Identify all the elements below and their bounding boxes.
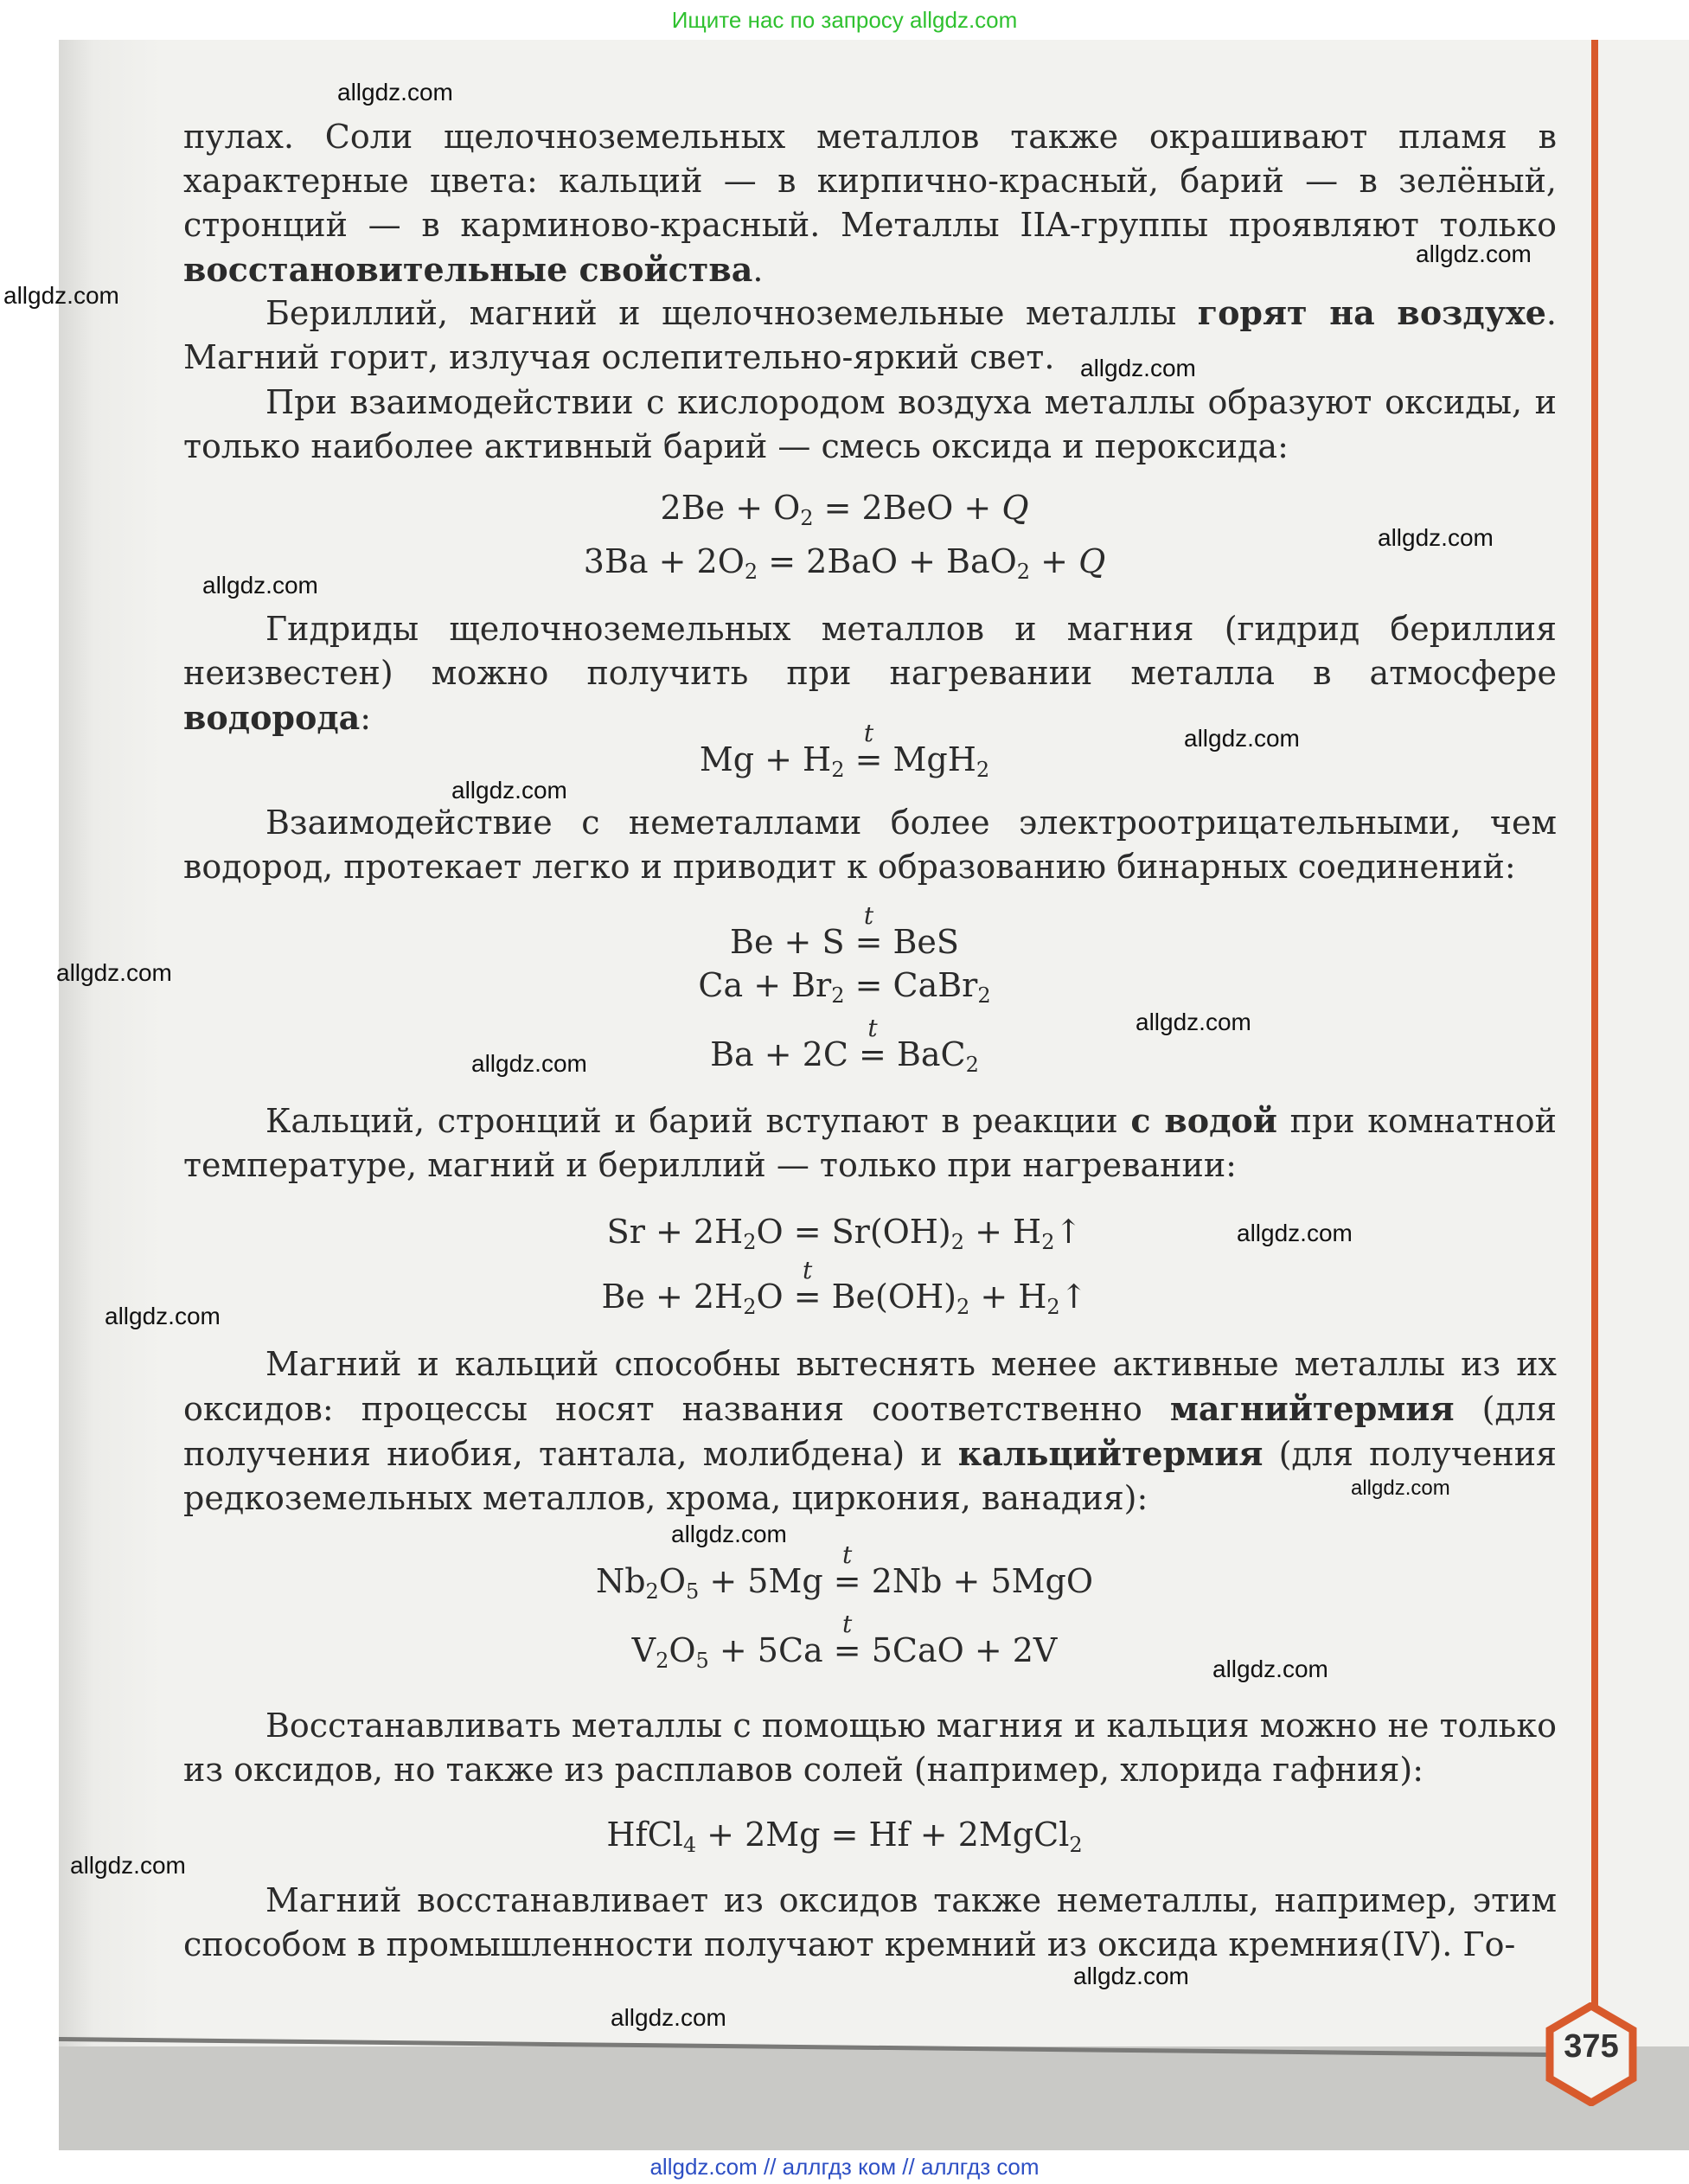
page-number: 375 (1564, 2028, 1619, 2065)
watermark: allgdz.com (105, 1303, 221, 1329)
watermark: allgdz.com (1184, 725, 1300, 752)
watermark: allgdz.com (1416, 240, 1532, 267)
paragraph-6: Кальций, стронций и барий вступают в реакции с водой при комнатной температуре, магний и бериллий — только при нагревании: (183, 1101, 1557, 1184)
watermark: allgdz.com (70, 1852, 186, 1879)
equation-ba-o2: $3Ba + 2O_2 = 2BaO + BaO_2 + Q$ (583, 542, 1106, 584)
paragraph-1: пулах. Соли щелочноземельных металлов также окрашивают пламя в характерные цвета: кальций — в кирпично-красный, барий — в зелёный, стронций — в карминово-красный. Металлы IIA-группы проявляют только восстановительные свойства. (183, 118, 1557, 289)
equation-be-s: Be + S t = BeS (0, 925, 1689, 959)
watermark: allgdz.com (1073, 1963, 1189, 1989)
watermark: allgdz.com (1136, 1009, 1251, 1035)
watermark: allgdz.com (611, 2004, 726, 2031)
paragraph-8: Восстанавливать металлы с помощью магния и кальция можно не только из оксидов, но также из расплавов солей (например, хлорида гафния): (183, 1707, 1557, 1789)
watermark: allgdz.com (1080, 355, 1196, 381)
equation-hfcl4-mg: HfCl$_4$ + 2Mg = Hf + 2MgCl$_2$ (606, 1816, 1083, 1857)
page-bottom-band (59, 2046, 1689, 2150)
watermark: allgdz.com (56, 959, 172, 986)
paragraph-2: Бериллий, магний и щелочноземельные металлы горят на воздухе. Магний горит, излучая ослепительно-яркий свет. (183, 293, 1557, 376)
watermark: allgdz.com (1351, 1476, 1450, 1500)
equation-nb2o5-mg: $Nb_2O_5 + 5Mg$ t = 2Nb + 5MgO (0, 1564, 1689, 1598)
watermark: allgdz.com (337, 79, 453, 106)
watermark: allgdz.com (1212, 1656, 1328, 1682)
watermark: allgdz.com (671, 1521, 787, 1547)
watermark: allgdz.com (1378, 524, 1494, 551)
paragraph-9: Магний восстанавливает из оксидов также неметаллы, например, этим способом в промышленности получают кремний из оксида кремния(IV). Го- (183, 1881, 1557, 1963)
paragraph-7: Магний и кальций способны вытеснять менее активные металлы из их оксидов: процессы носят названия соответственно магнийтермия (для получения ниобия, тантала, молибдена) и кальцийтермия (для получения редкоземельных металлов, хрома, циркония, ванадия): (183, 1345, 1558, 1517)
equation-ba-c: Ba + 2C t = BaC$_2$ (0, 1037, 1689, 1072)
paragraph-5: Взаимодействие с неметаллами более электроотрицательными, чем водород, протекает легко и приводит к образованию бинарных соединений: (183, 804, 1557, 886)
equation-v2o5-ca: $V_2O_5 + 5Ca$ t = 5CaO + 2V (0, 1633, 1689, 1668)
paragraph-3: При взаимодействии с кислородом воздуха металлы образуют оксиды, и только наиболее активный барий — смесь оксида и пероксида: (183, 383, 1557, 465)
top-banner[interactable]: Ищите нас по запросу allgdz.com (671, 7, 1018, 33)
equation-be-h2o: $Be + 2H_2O$ $t = Be(OH)_2$ + $H_2↑$ (0, 1279, 1689, 1314)
watermark: allgdz.com (3, 282, 119, 309)
footer-links[interactable]: allgdz.com // аллгдз ком // аллгдз com (649, 2154, 1040, 2180)
equation-mg-h2: $Mg + H_2$ t = MgH$_2$ (0, 742, 1689, 777)
watermark: allgdz.com (202, 572, 318, 599)
watermark: allgdz.com (1237, 1220, 1353, 1246)
watermark: allgdz.com (471, 1050, 587, 1077)
watermark: allgdz.com (451, 777, 567, 804)
paragraph-4: Гидриды щелочноземельных металлов и магния (гидрид бериллия неизвестен) можно получить при нагревании металла в атмосфере водорода: (183, 610, 1557, 737)
equation-be-o2: $2Be + O_2 = 2BeO + Q$ (660, 489, 1029, 530)
equation-ca-br2: $Ca + Br_2$ = CaBr$_2$ (698, 966, 991, 1008)
equation-sr-h2o: $Sr + 2H_2O = Sr(OH)_2$ + $H_2↑$ (606, 1213, 1083, 1254)
